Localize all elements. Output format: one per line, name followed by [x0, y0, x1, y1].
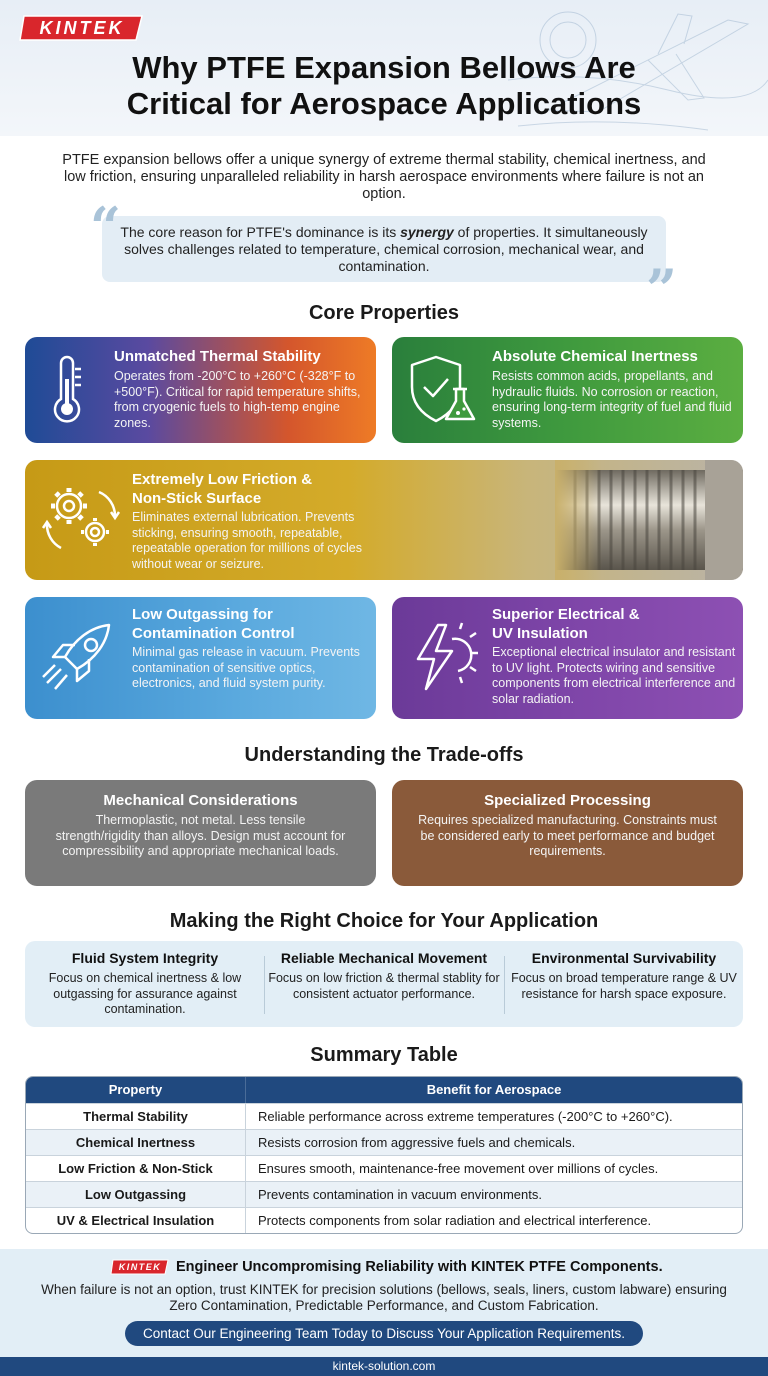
electrical-title: Superior Electrical & UV Insulation	[492, 606, 640, 642]
table-header-row	[26, 1077, 742, 1103]
mechanical-text: Thermoplastic, not metal. Less tensile strength/rigidity than alloys. Design must account for compressibility and appropriate mechanical loads.	[55, 813, 346, 858]
core-properties-heading: Core Properties	[308, 302, 460, 324]
mechanical-considerations-card	[25, 780, 376, 886]
intro-text: PTFE expansion bellows offer a unique synergy of extreme thermal stability, chemical inertness, and low friction, ensuring unparalleled reliability in harsh aerospace environments where failure is not an option.	[62, 152, 706, 202]
table-cell-property: Chemical Inertness	[26, 1130, 246, 1155]
gears-icon	[41, 482, 121, 558]
choice-mechanical-movement: Reliable Mechanical Movement Focus on low friction & thermal stablity for consistent actuator performance.	[268, 950, 500, 1001]
quote-text: The core reason for PTFE's dominance is its synergy of properties. It simultaneously solves challenges related to temperature, chemical corrosion, mechanical wear, and contamination.	[120, 224, 648, 274]
choice-environmental: Environmental Survivability Focus on broad temperature range & UV resistance for harsh space exposure.	[511, 950, 737, 1001]
header	[0, 0, 768, 136]
choice-heading: Making the Right Choice for Your Application	[169, 910, 599, 932]
open-quote-icon: “	[90, 195, 122, 259]
summary-table	[25, 1076, 743, 1234]
bellows-image	[555, 460, 743, 580]
close-quote-icon: ”	[646, 257, 678, 321]
table-cell-property: Thermal Stability	[26, 1104, 246, 1129]
table-header-property: Property	[26, 1077, 246, 1103]
table-cell-benefit: Resists corrosion from aggressive fuels and chemicals.	[258, 1135, 576, 1150]
rocket-icon	[39, 617, 119, 697]
processing-text: Requires specialized manufacturing. Constraints must be considered early to meet performance and budget requirements.	[418, 813, 717, 858]
table-cell-benefit: Ensures smooth, maintenance-free movement over millions of cycles.	[258, 1161, 659, 1176]
mechanical-title: Mechanical Considerations	[103, 792, 298, 809]
table-cell-benefit: Protects components from solar radiation and electrical interference.	[258, 1213, 652, 1228]
choice-divider	[504, 956, 505, 1014]
table-row	[26, 1103, 742, 1129]
page-title: Why PTFE Expansion Bellows Are Critical for Aerospace Applications	[126, 50, 642, 121]
thermometer-icon	[47, 355, 87, 425]
summary-heading: Summary Table	[310, 1044, 458, 1066]
table-row	[26, 1207, 742, 1233]
electrical-text: Exceptional electrical insulator and resistant to UV light. Protects wiring and sensitive components from electrical interference and solar radiation.	[492, 645, 736, 706]
footer-logo-text: KINTEK	[118, 1262, 162, 1272]
website-link[interactable]: kintek-solution.com	[0, 1357, 768, 1376]
processing-title: Specialized Processing	[484, 792, 651, 809]
shield-flask-icon	[406, 353, 480, 427]
friction-text: Eliminates external lubrication. Prevents sticking, ensuring smooth, repeatable, repeatable operation for millions of cycles without wear or seizure.	[132, 510, 362, 571]
thermal-text: Operates from -200°C to +260°C (-328°F to +500°F). Critical for rapid temperature shifts, from cryogenic fuels to high-temp engine zones.	[114, 369, 361, 430]
table-cell-benefit: Reliable performance across extreme temperatures (-200°C to +260°C).	[258, 1109, 673, 1124]
tradeoffs-heading: Understanding the Trade-offs	[244, 744, 524, 766]
table-cell-property: Low Friction & Non-Stick	[26, 1156, 246, 1181]
table-cell-property: UV & Electrical Insulation	[26, 1208, 246, 1233]
table-cell-benefit: Prevents contamination in vacuum environments.	[258, 1187, 542, 1202]
low-friction-card	[25, 460, 743, 580]
electrical-insulation-card	[392, 597, 743, 719]
chemical-text: Resists common acids, propellants, and hydraulic fluids. No corrosion or reaction, ensuring long-term integrity of fuel and fluid systems.	[492, 369, 732, 430]
friction-title: Extremely Low Friction & Non-Stick Surface	[132, 471, 313, 507]
thermal-stability-card	[25, 337, 376, 443]
chemical-title: Absolute Chemical Inertness	[492, 348, 698, 365]
kintek-logo-text: KINTEK	[39, 18, 125, 38]
lightning-sun-icon	[408, 619, 480, 695]
table-cell-property: Low Outgassing	[26, 1182, 246, 1207]
thermal-title: Unmatched Thermal Stability	[114, 348, 321, 365]
contact-cta-button[interactable]: Contact Our Engineering Team Today to Discuss Your Application Requirements.	[125, 1321, 643, 1346]
footer-title: Engineer Uncompromising Reliability with KINTEK PTFE Components.	[176, 1259, 663, 1275]
table-header-benefit: Benefit for Aerospace	[426, 1082, 562, 1097]
low-outgassing-card	[25, 597, 376, 719]
choice-divider	[264, 956, 265, 1014]
outgassing-text: Minimal gas release in vacuum. Prevents contamination of sensitive optics, electronics, and fluid system purity.	[132, 645, 360, 690]
choice-fluid-system: Fluid System Integrity Focus on chemical inertness & low outgassing for assurance against contamination.	[48, 950, 242, 1016]
table-row	[26, 1129, 742, 1155]
table-row	[26, 1181, 742, 1207]
outgassing-title: Low Outgassing for Contamination Control	[132, 606, 295, 642]
chemical-inertness-card	[392, 337, 743, 443]
footer-text: When failure is not an option, trust KINTEK for precision solutions (bellows, seals, liners, custom labware) ensuring Zero Contamination, Predictable Performance, and Custom Fabrication.	[41, 1282, 727, 1313]
table-row	[26, 1155, 742, 1181]
specialized-processing-card	[392, 780, 743, 886]
